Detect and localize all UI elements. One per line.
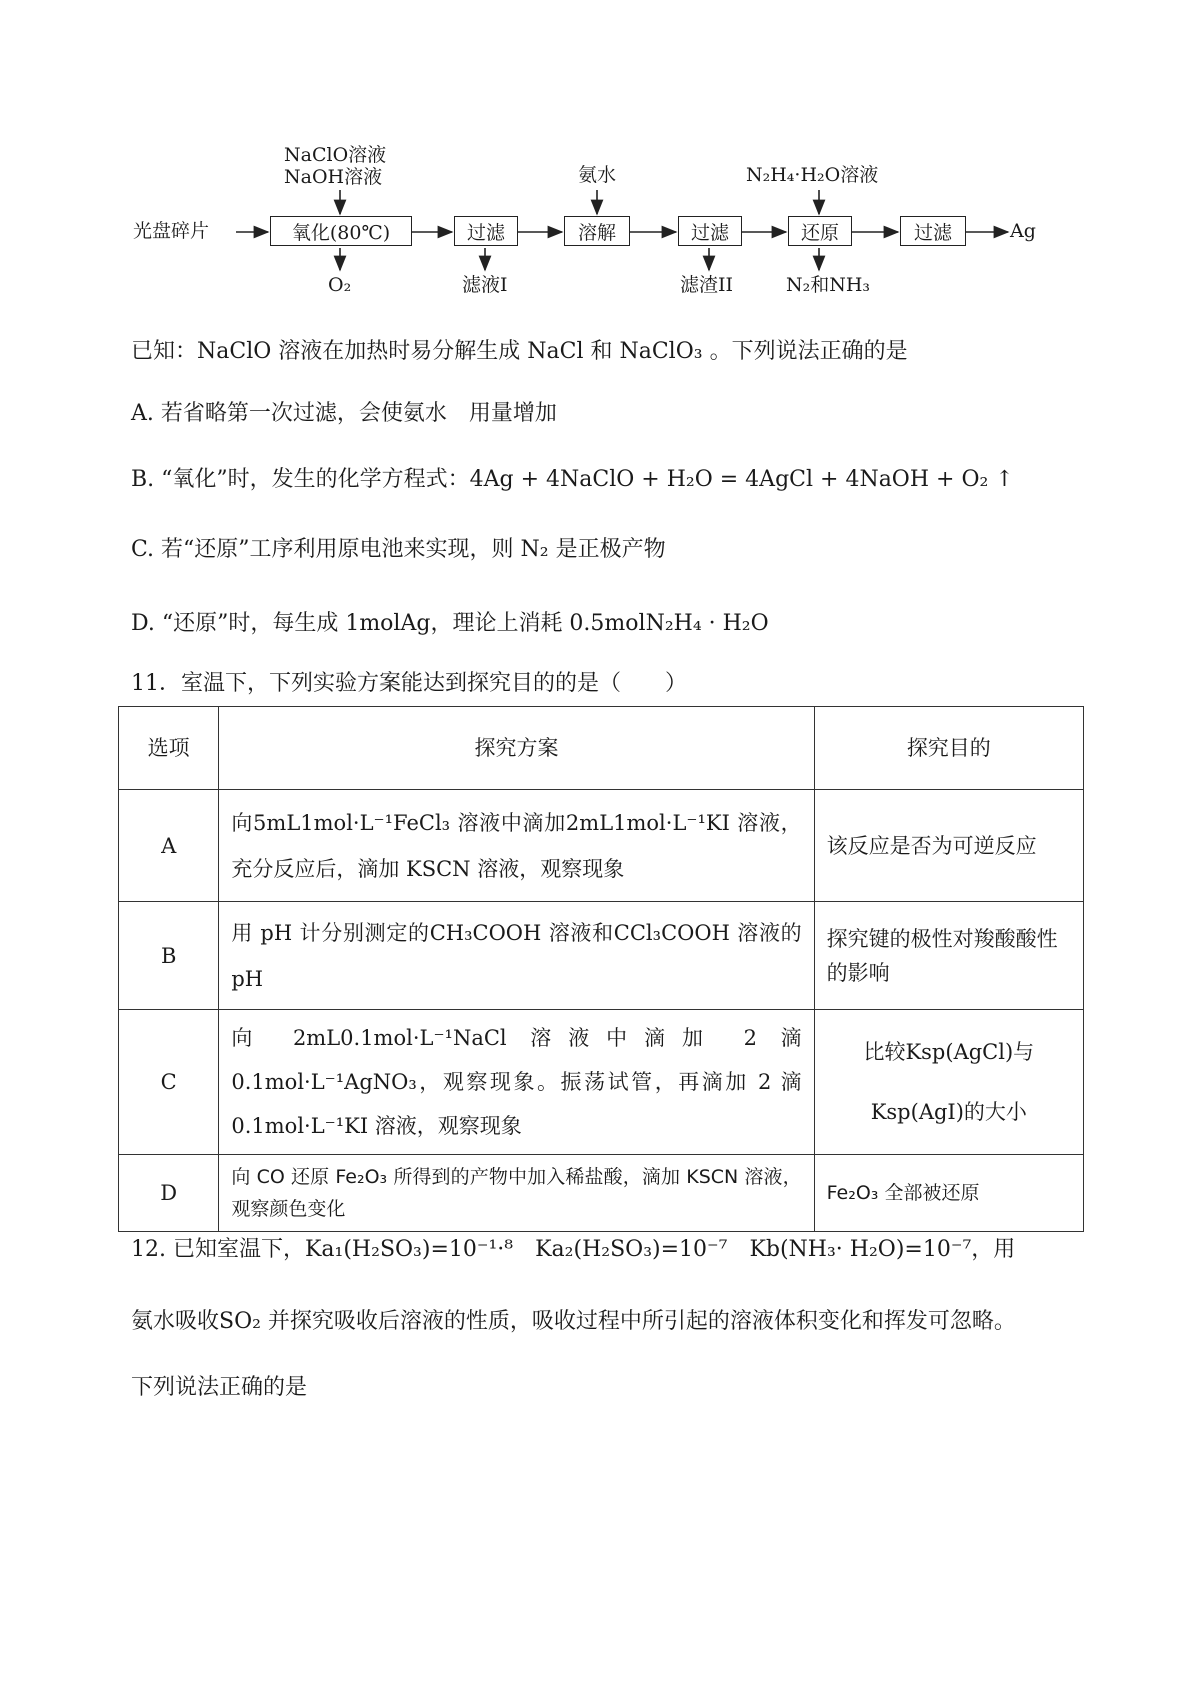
flow-step-filter1: 过滤 bbox=[454, 216, 518, 246]
flow-out-n2-nh3: N₂和NH₃ bbox=[786, 274, 871, 296]
row-option: B bbox=[119, 902, 219, 1010]
flowchart-arrows bbox=[0, 0, 1200, 300]
table-row bbox=[119, 902, 1084, 1010]
flow-step-reduce: 还原 bbox=[788, 216, 852, 246]
q12-line1: 12. 已知室温下，Ka₁(H₂SO₃)=10⁻¹·⁸ Ka₂(H₂SO₃)=10⁻⁷ Kb(NH₃· H₂O)=10⁻⁷，用 bbox=[131, 1237, 1016, 1262]
flow-step-oxidation: 氧化(80℃) bbox=[270, 216, 412, 246]
flow-reagent-naclo: NaClO溶液 bbox=[284, 144, 387, 166]
q10-option-c: C. 若“还原”工序利用原电池来实现，则 N₂ 是正极产物 bbox=[131, 537, 666, 562]
flow-start: 光盘碎片 bbox=[133, 220, 210, 242]
row-option: C bbox=[119, 1010, 219, 1155]
flow-out-filtrate1: 滤液I bbox=[462, 274, 508, 296]
flow-step-dissolve: 溶解 bbox=[564, 216, 630, 246]
row-aim: 比较Ksp(AgCl)与 Ksp(AgI)的大小 bbox=[814, 1010, 1083, 1155]
flow-reagent-ammonia: 氨水 bbox=[578, 164, 617, 186]
header-aim: 探究目的 bbox=[814, 707, 1083, 790]
row-aim: Fe₂O₃ 全部被还原 bbox=[814, 1155, 1083, 1232]
q11-table bbox=[118, 706, 1084, 1232]
flow-out-residue2: 滤渣II bbox=[680, 274, 734, 296]
q10-option-a: A. 若省略第一次过滤，会使氨水 用量增加 bbox=[131, 401, 557, 426]
flow-end-ag: Ag bbox=[1010, 220, 1036, 242]
table-row bbox=[119, 1010, 1084, 1155]
row-plan: 向5mL1mol·L⁻¹FeCl₃ 溶液中滴加2mL1mol·L⁻¹KI 溶液，充分反应后，滴加 KSCN 溶液，观察现象 bbox=[219, 790, 814, 902]
flow-reagent-hydrazine: N₂H₄·H₂O溶液 bbox=[746, 164, 879, 186]
header-option: 选项 bbox=[119, 707, 219, 790]
q12-line3: 下列说法正确的是 bbox=[131, 1375, 308, 1400]
q10-option-b: B. “氧化”时，发生的化学方程式：4Ag + 4NaClO + H₂O = 4AgCl + 4NaOH + O₂ ↑ bbox=[131, 467, 1014, 492]
process-flowchart bbox=[0, 0, 1200, 300]
row-option: D bbox=[119, 1155, 219, 1232]
row-aim: 探究键的极性对羧酸酸性的影响 bbox=[814, 902, 1083, 1010]
flow-out-o2: O₂ bbox=[328, 274, 352, 296]
row-plan: 向 CO 还原 Fe₂O₃ 所得到的产物中加入稀盐酸，滴加 KSCN 溶液，观察颜色变化 bbox=[219, 1155, 814, 1232]
q10-option-d: D. “还原”时，每生成 1molAg，理论上消耗 0.5molN₂H₄ · H₂O bbox=[131, 611, 769, 636]
row-plan: 用 pH 计分别测定的CH₃COOH 溶液和CCl₃COOH 溶液的pH bbox=[219, 902, 814, 1010]
row-aim: 该反应是否为可逆反应 bbox=[814, 790, 1083, 902]
row-plan: 向 2mL0.1mol·L⁻¹NaCl 溶液中滴加 2 滴 0.1mol·L⁻¹AgNO₃，观察现象。振荡试管，再滴加 2 滴 0.1mol·L⁻¹KI 溶液，观察现象 bbox=[219, 1010, 814, 1155]
row-option: A bbox=[119, 790, 219, 902]
table-header-row bbox=[119, 707, 1084, 790]
table-row bbox=[119, 790, 1084, 902]
flow-step-filter3: 过滤 bbox=[900, 216, 966, 246]
flow-step-filter2: 过滤 bbox=[678, 216, 742, 246]
q12-line2: 氨水吸收SO₂ 并探究吸收后溶液的性质，吸收过程中所引起的溶液体积变化和挥发可忽略。 bbox=[131, 1309, 1016, 1334]
header-plan: 探究方案 bbox=[219, 707, 814, 790]
q10-known: 已知：NaClO 溶液在加热时易分解生成 NaCl 和 NaClO₃ 。下列说法正确的是 bbox=[131, 339, 908, 364]
q11-stem: 11．室温下，下列实验方案能达到探究目的的是（ ） bbox=[131, 671, 687, 696]
table-row bbox=[119, 1155, 1084, 1232]
flow-reagent-naoh: NaOH溶液 bbox=[284, 166, 383, 188]
